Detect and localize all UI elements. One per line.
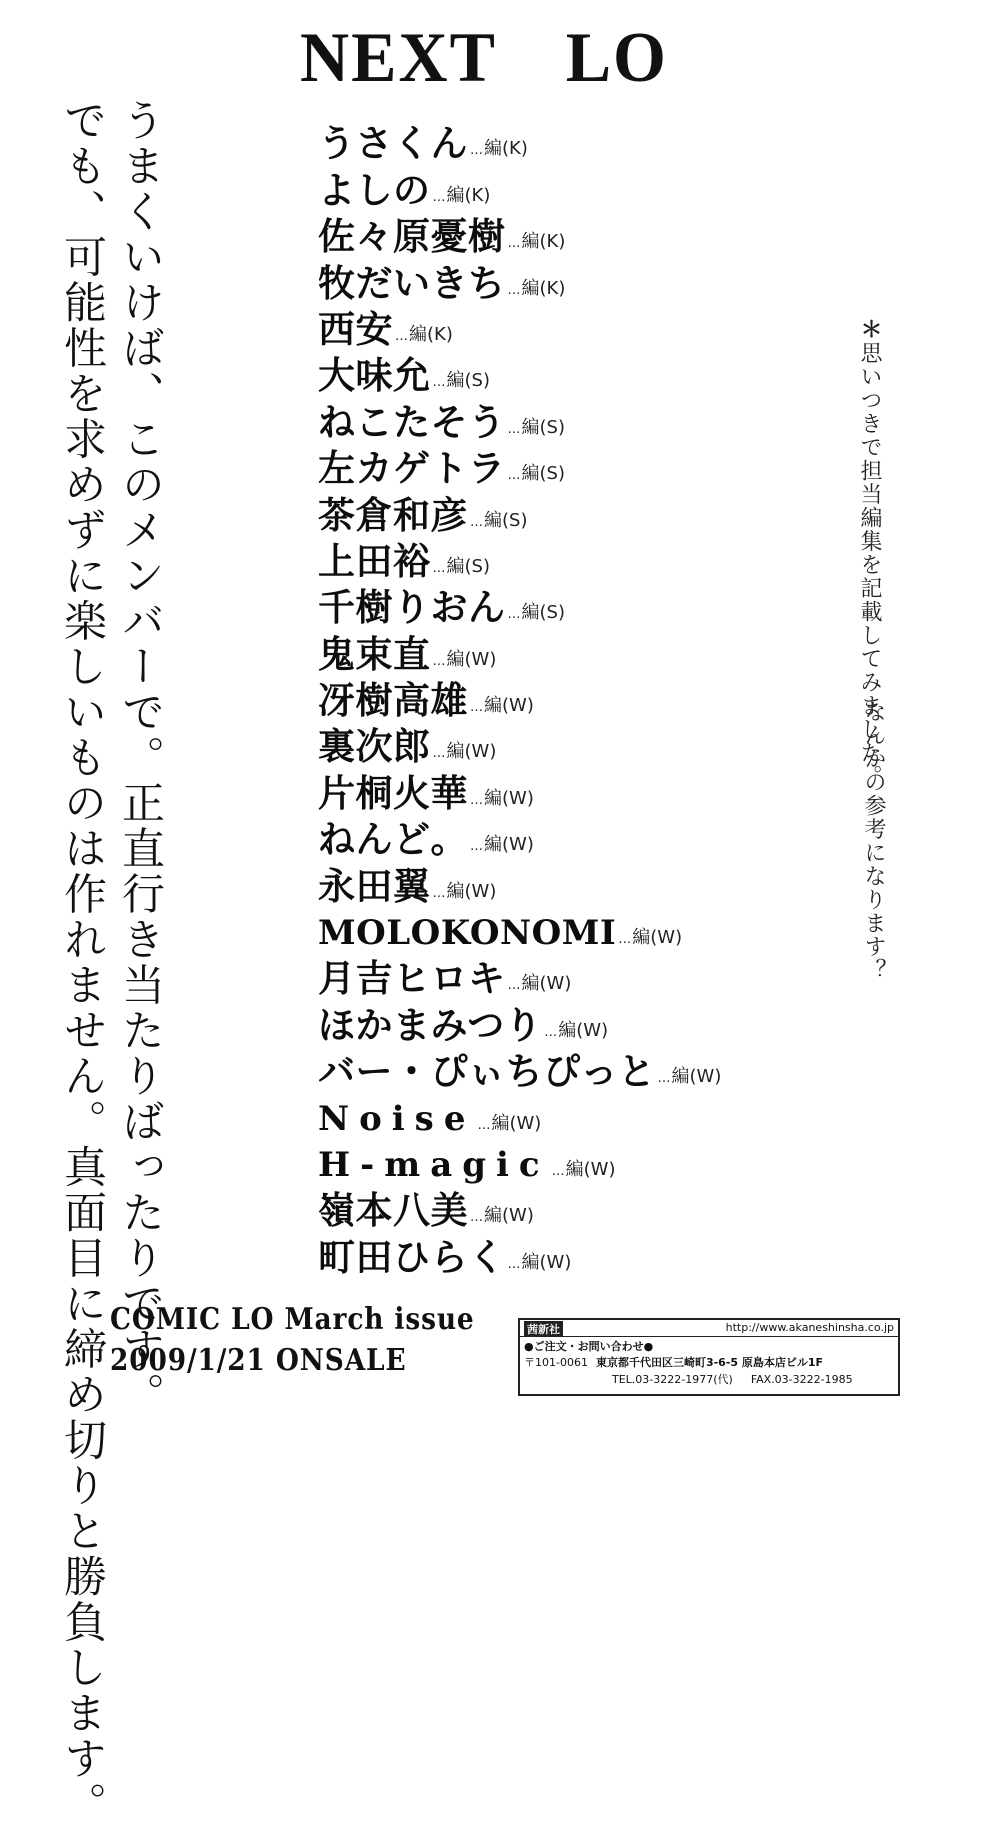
publisher-name: 茜新社 [524,1321,563,1337]
leader-dots: … [432,885,447,901]
editor-note-question: なんかの参考になります？ [861,700,886,982]
author-name: 茶倉和彦 [318,493,468,537]
editor-code: 編(W) [565,1158,616,1180]
roster-row [318,536,721,582]
editor-code: 編(K) [409,323,453,345]
author-name: H-magic [318,1144,550,1185]
leader-dots: … [470,839,484,855]
author-name: 左カゲトラ [318,447,506,491]
roster-row [318,860,721,906]
leader-dots: … [507,468,522,484]
editor-code: 編(W) [671,1066,722,1088]
editor-code: 編(S) [521,416,565,438]
author-name: Noise [318,1098,476,1139]
phone-line [612,1371,871,1387]
editor-code: 編(W) [484,695,534,717]
contact-label: ●ご注文・お問い合わせ● [524,1340,654,1353]
editor-code: 編(S) [521,602,565,624]
roster-row [318,814,721,860]
author-name: ねんど。 [318,818,468,862]
leader-dots: … [507,607,522,623]
address-line [524,1354,831,1370]
roster-row [318,489,721,535]
leader-dots: … [507,978,522,994]
publisher-info-box [518,1318,900,1396]
author-name: 月吉ヒロキ [318,957,506,1001]
editor-code: 編(K) [446,184,491,206]
leader-dots: … [432,746,447,762]
roster-row [318,164,721,210]
roster-row [318,1231,721,1277]
author-name: 町田ひらく [318,1235,506,1279]
editor-code: 編(W) [484,834,534,856]
roster-row [318,628,721,674]
leader-dots: … [507,282,522,298]
roster-row [318,767,721,813]
editor-code: 編(W) [521,1251,572,1273]
street-address: 東京都千代田区三崎町3-6-5 原島本店ビル1F [595,1356,824,1369]
author-name: 片桐火華 [318,771,468,815]
leader-dots: … [432,653,447,669]
roster-row [318,582,721,628]
footer-onsale-date: 2009/1/21 ONSALE [110,1343,407,1378]
editor-code: 編(W) [521,973,572,995]
editor-note-line-1: 思いつきで担当編集を記載してみました。 [857,341,882,788]
author-name: 千樹りおん [318,586,506,630]
leader-dots: … [470,143,484,159]
postal-code: 〒101-0061 [524,1356,588,1369]
leader-dots: … [470,514,484,530]
editor-code: 編(W) [484,787,534,809]
editor-code: 編(W) [632,927,683,949]
leader-dots: … [470,1210,484,1226]
roster-row [318,1185,721,1231]
info-box-header [520,1320,898,1337]
page-title: NEXT LO [300,17,668,97]
fax: FAX.03-3222-1985 [750,1373,853,1386]
footer-issue: COMIC LO March issue [110,1302,475,1337]
editor-code: 編(W) [446,648,497,670]
author-name: MOLOKONOMI [318,913,617,954]
editor-code: 編(K) [484,138,528,160]
leader-dots: … [657,1071,672,1087]
author-name: 上田裕 [318,539,431,583]
leader-dots: … [470,792,484,808]
author-name: 佐々原憂樹 [318,215,506,259]
leader-dots: … [551,1163,566,1179]
leader-dots: … [432,560,447,576]
leader-dots: … [544,1024,559,1040]
roster-row [318,907,721,953]
author-name: ねこたそう [318,400,506,444]
roster-row [318,1092,721,1138]
editor-code: 編(W) [558,1019,609,1041]
publisher-url: http://www.akaneshinsha.co.jp [725,1321,894,1334]
author-name: 牧だいきち [318,261,506,305]
editor-code: 編(K) [521,277,566,299]
author-name: よしの [318,168,431,212]
editor-code: 編(S) [446,370,490,392]
author-name: 裏次郎 [318,725,431,769]
leader-dots: … [507,1256,522,1272]
editor-code: 編(S) [446,555,490,577]
leader-dots: … [470,700,484,716]
author-roster [318,118,721,1278]
roster-row [318,675,721,721]
roster-row [318,257,721,303]
leader-dots: … [507,236,522,252]
author-name: 西安 [318,307,393,351]
roster-row [318,304,721,350]
editor-code: 編(W) [446,741,497,763]
roster-row [318,443,721,489]
editor-code: 編(W) [491,1112,542,1134]
author-name: うさくん [318,122,468,166]
roster-row [318,721,721,767]
author-name: 鬼束直 [318,632,431,676]
roster-row [318,118,721,164]
roster-row [318,350,721,396]
author-name: 冴樹高雄 [318,679,468,723]
leader-dots: … [432,189,447,205]
author-name: 大味允 [318,354,431,398]
author-name: バー・ぴぃちぴっと [318,1050,656,1094]
roster-row [318,211,721,257]
editor-code: 編(W) [446,880,497,902]
editor-code: 編(S) [484,509,528,531]
editor-code: 編(W) [484,1205,534,1227]
roster-row [318,396,721,442]
leader-dots: … [618,932,633,948]
telephone: TEL.03-3222-1977(代) [612,1373,733,1386]
editor-code: 編(S) [521,463,565,485]
editor-code: 編(K) [521,231,566,253]
asterisk-mark: ＊ [857,318,882,342]
roster-row [318,953,721,999]
roster-row [318,1046,721,1092]
author-name: 嶺本八美 [318,1189,468,1233]
roster-row [318,1139,721,1185]
intro-text-column-1: うまくいけば、このメンバーで。正直行き当たりばったりです。 [115,98,165,1418]
leader-dots: … [395,328,409,344]
intro-text-column-2: でも、可能性を求めずに楽しいものは作れません。真面目に締め切りと勝負します。 [57,98,107,1827]
roster-row [318,999,721,1045]
leader-dots: … [432,375,447,391]
leader-dots: … [507,421,522,437]
leader-dots: … [477,1117,492,1133]
author-name: 永田翼 [318,864,431,908]
author-name: ほかまみつり [318,1003,543,1047]
